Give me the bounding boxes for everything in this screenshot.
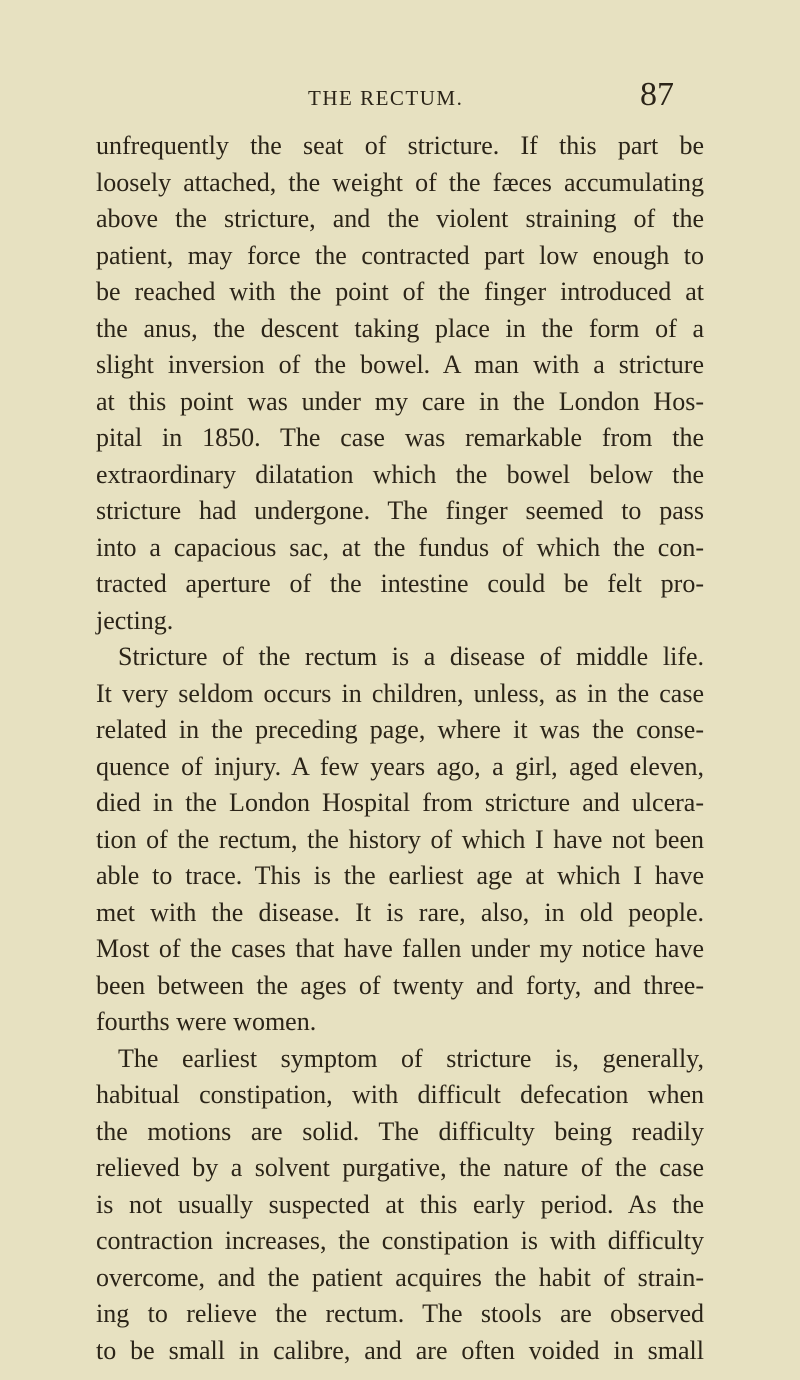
text-line: died in the London Hospital from stricture and ulcera-	[96, 788, 704, 817]
text-line: slight inversion of the bowel. A man with a stricture	[96, 350, 704, 379]
running-title: THE RECTUM.	[308, 86, 464, 110]
text-line: Stricture of the rectum is a disease of middle life.	[118, 642, 704, 671]
text-line: extraordinary dilatation which the bowel below the	[96, 459, 704, 489]
text-line: into a capacious sac, at the fundus of which the con-	[96, 532, 704, 562]
text-line: is not usually suspected at this early period. As the	[96, 1189, 704, 1219]
text-line: able to trace. This is the earliest age at which I have	[96, 861, 704, 890]
text-line: to be small in calibre, and are often voided in small	[96, 1335, 704, 1365]
text-line: The earliest symptom of stricture is, generally,	[118, 1043, 704, 1073]
page-number: 87	[640, 76, 674, 113]
text-line: related in the preceding page, where it was the conse-	[96, 715, 704, 744]
text-line: quence of injury. A few years ago, a girl, aged eleven,	[96, 751, 704, 781]
text-line: at this point was under my care in the London Hos-	[96, 386, 704, 416]
text-line: met with the disease. It is rare, also, in old people.	[96, 897, 704, 927]
text-line: patient, may force the contracted part low enough to	[96, 240, 704, 270]
text-line: ing to relieve the rectum. The stools are observed	[96, 1299, 704, 1328]
text-line: been between the ages of twenty and forty, and three-	[96, 970, 704, 1000]
text-line: tion of the rectum, the history of which I have not been	[96, 824, 704, 854]
text-line: stricture had undergone. The finger seemed to pass	[96, 496, 704, 525]
text-line: loosely attached, the weight of the fæces accumulating	[96, 167, 704, 197]
text-line: habitual constipation, with difficult defecation when	[96, 1080, 704, 1109]
text-line: jecting.	[96, 605, 174, 635]
page-header	[0, 76, 800, 126]
text-line: Most of the cases that have fallen under my notice have	[96, 934, 704, 963]
text-line: the anus, the descent taking place in the form of a	[96, 313, 704, 343]
text-line: unfrequently the seat of stricture. If this part be	[96, 131, 704, 160]
text-line: above the stricture, and the violent straining of the	[96, 204, 704, 233]
text-line: pital in 1850. The case was remarkable from the	[96, 423, 704, 452]
text-line: contraction increases, the constipation is with difficulty	[96, 1226, 704, 1255]
text-line: be reached with the point of the finger introduced at	[96, 277, 704, 306]
text-line: the motions are solid. The difficulty being readily	[96, 1116, 704, 1146]
text-line: tracted aperture of the intestine could be felt pro-	[96, 569, 704, 598]
text-line: overcome, and the patient acquires the habit of strain-	[96, 1262, 704, 1292]
text-line: It very seldom occurs in children, unless, as in the case	[96, 678, 704, 708]
body-text	[96, 128, 704, 1369]
text-line: relieved by a solvent purgative, the nature of the case	[96, 1153, 704, 1182]
text-line: fourths were women.	[96, 1007, 317, 1036]
